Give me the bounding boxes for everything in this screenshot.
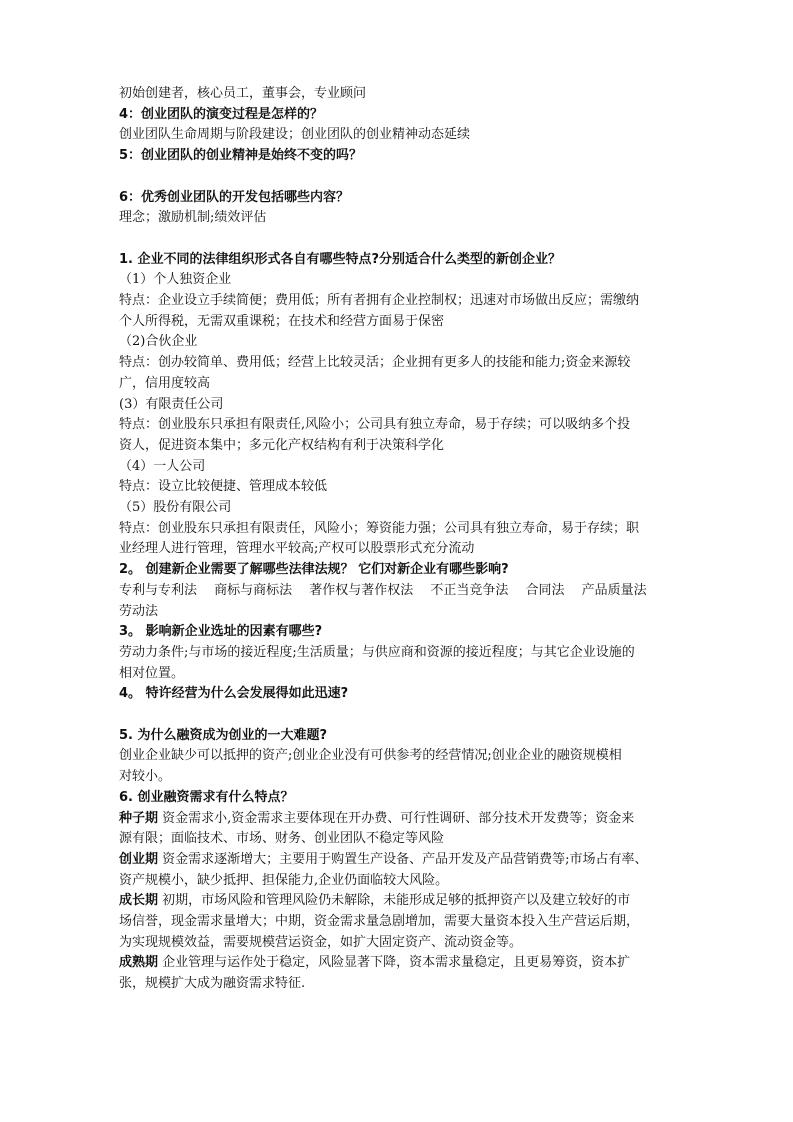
body-text-line: （5）股份有限公司 <box>119 500 232 516</box>
question-heading: 6. 创业融资需求有什么特点？ <box>119 789 294 805</box>
body-text-line: 为实现规模效益，需要规模营运资金，如扩大固定资产、流动资金等。 <box>119 934 523 950</box>
body-text-line: 理念；激励机制;绩效评估 <box>119 210 267 226</box>
blank-line <box>119 167 681 188</box>
body-text-line: （4）一人公司 <box>119 458 206 474</box>
question-heading: 6：优秀创业团队的开发包括哪些内容？ <box>119 189 350 205</box>
stage-text: 初期，市场风险和管理风险仍未解除，未能形成足够的抵押资产以及建立较好的市 <box>158 893 631 909</box>
body-text-line: 张，规模扩大成为融资需求特征. <box>119 976 306 992</box>
body-text-line: 创业企业缺少可以抵押的资产;创业企业没有可供参考的经营情况;创业企业的融资规模相 <box>119 748 622 764</box>
question-heading: 4：创业团队的演变过程是怎样的？ <box>119 106 324 122</box>
body-text-line: 特点：企业设立手续简便；费用低；所有者拥有企业控制权；迅速对市场做出反应；需缴纳 <box>119 293 640 308</box>
question-heading: 4。 特许经营为什么会发展得如此迅速? <box>119 686 349 702</box>
body-text-line: 对较小。 <box>119 769 172 785</box>
body-text-line: 广，信用度较高 <box>119 375 211 391</box>
blank-line <box>119 705 681 726</box>
body-text-line: 特点：创业股东只承担有限责任,风险小；公司具有独立寿命，易于存续；可以吸纳多个投 <box>119 417 631 433</box>
body-text-line: 源有限；面临技术、市场、财务、创业团队不稳定等风险 <box>119 831 445 847</box>
body-text-line: 劳动力条件;与市场的接近程度;生活质量；与供应商和资源的接近程度；与其它企业设施的 <box>119 644 635 660</box>
body-text-line: 专利与专利法 商标与商标法 著作权与著作权法 不正当竞争法 合同法 产品质量法 <box>119 582 647 598</box>
document-page <box>119 84 681 995</box>
body-text-line: （2)合伙企业 <box>119 334 198 350</box>
body-text-line: 相对位置。 <box>119 665 185 681</box>
question-heading: 5. 为什么融资成为创业的一大难题? <box>119 727 328 743</box>
body-text-line: 特点：创业股东只承担有限责任，风险小；筹资能力强；公司具有独立寿命，易于存续；职 <box>119 520 640 536</box>
stage-paragraph <box>119 953 681 974</box>
question-heading: 2。 创建新企业需要了解哪些法律法规？ 它们对新企业有哪些影响? <box>119 562 509 578</box>
stage-term: 成熟期 <box>119 955 159 971</box>
question-heading: 3。 影响新企业选址的因素有哪些? <box>119 624 323 640</box>
body-text-line: （1）个人独资企业 <box>119 272 232 288</box>
body-text-line: 业经理人进行管理，管理水平较高;产权可以股票形式充分流动 <box>119 541 475 557</box>
body-text-line: 个人所得税，无需双重课税；在技术和经营方面易于保密 <box>119 313 445 329</box>
stage-term: 种子期 <box>119 810 159 826</box>
body-text-line: (3）有限责任公司 <box>119 396 224 412</box>
stage-paragraph <box>119 809 681 830</box>
blank-line <box>119 229 681 250</box>
stage-term: 创业期 <box>119 851 159 867</box>
stage-paragraph <box>119 891 681 912</box>
stage-text: 资金需求小,资金需求主要体现在开办费、可行性调研、部分技术开发费等；资金来 <box>158 810 635 826</box>
stage-text: 企业管理与运作处于稳定，风险显著下降，资本需求量稳定，且更易筹资，资本扩 <box>158 955 631 971</box>
body-text-line: 场信誉，现金需求量增大；中期，资金需求量急剧增加，需要大量资本投入生产营运后期， <box>119 914 640 930</box>
body-text-line: 创业团队生命周期与阶段建设；创业团队的创业精神动态延续 <box>119 127 471 143</box>
body-text-line: 资人，促进资本集中；多元化产权结构有利于决策科学化 <box>119 437 445 453</box>
question-heading: 5：创业团队的创业精神是始终不变的吗？ <box>119 148 363 164</box>
body-text-line: 初始创建者，核心员工，董事会，专业顾问 <box>119 86 367 101</box>
body-text-line: 资产规模小，缺少抵押、担保能力,企业仍面临较大风险。 <box>119 872 449 888</box>
stage-term: 成长期 <box>119 893 159 909</box>
body-text-line: 特点：设立比较便捷、管理成本较低 <box>119 479 328 495</box>
question-heading: 1. 企业不同的法律组织形式各自有哪些特点?分别适合什么类型的新创企业？ <box>119 251 562 267</box>
body-text-line: 特点：创办较简单、费用低；经营上比较灵活；企业拥有更多人的技能和能力;资金来源较 <box>119 355 631 371</box>
stage-paragraph <box>119 850 681 871</box>
body-text-line: 劳动法 <box>119 603 159 619</box>
stage-text: 资金需求逐渐增大；主要用于购置生产设备、产品开发及产品营销费等;市场占有率、 <box>158 851 648 867</box>
